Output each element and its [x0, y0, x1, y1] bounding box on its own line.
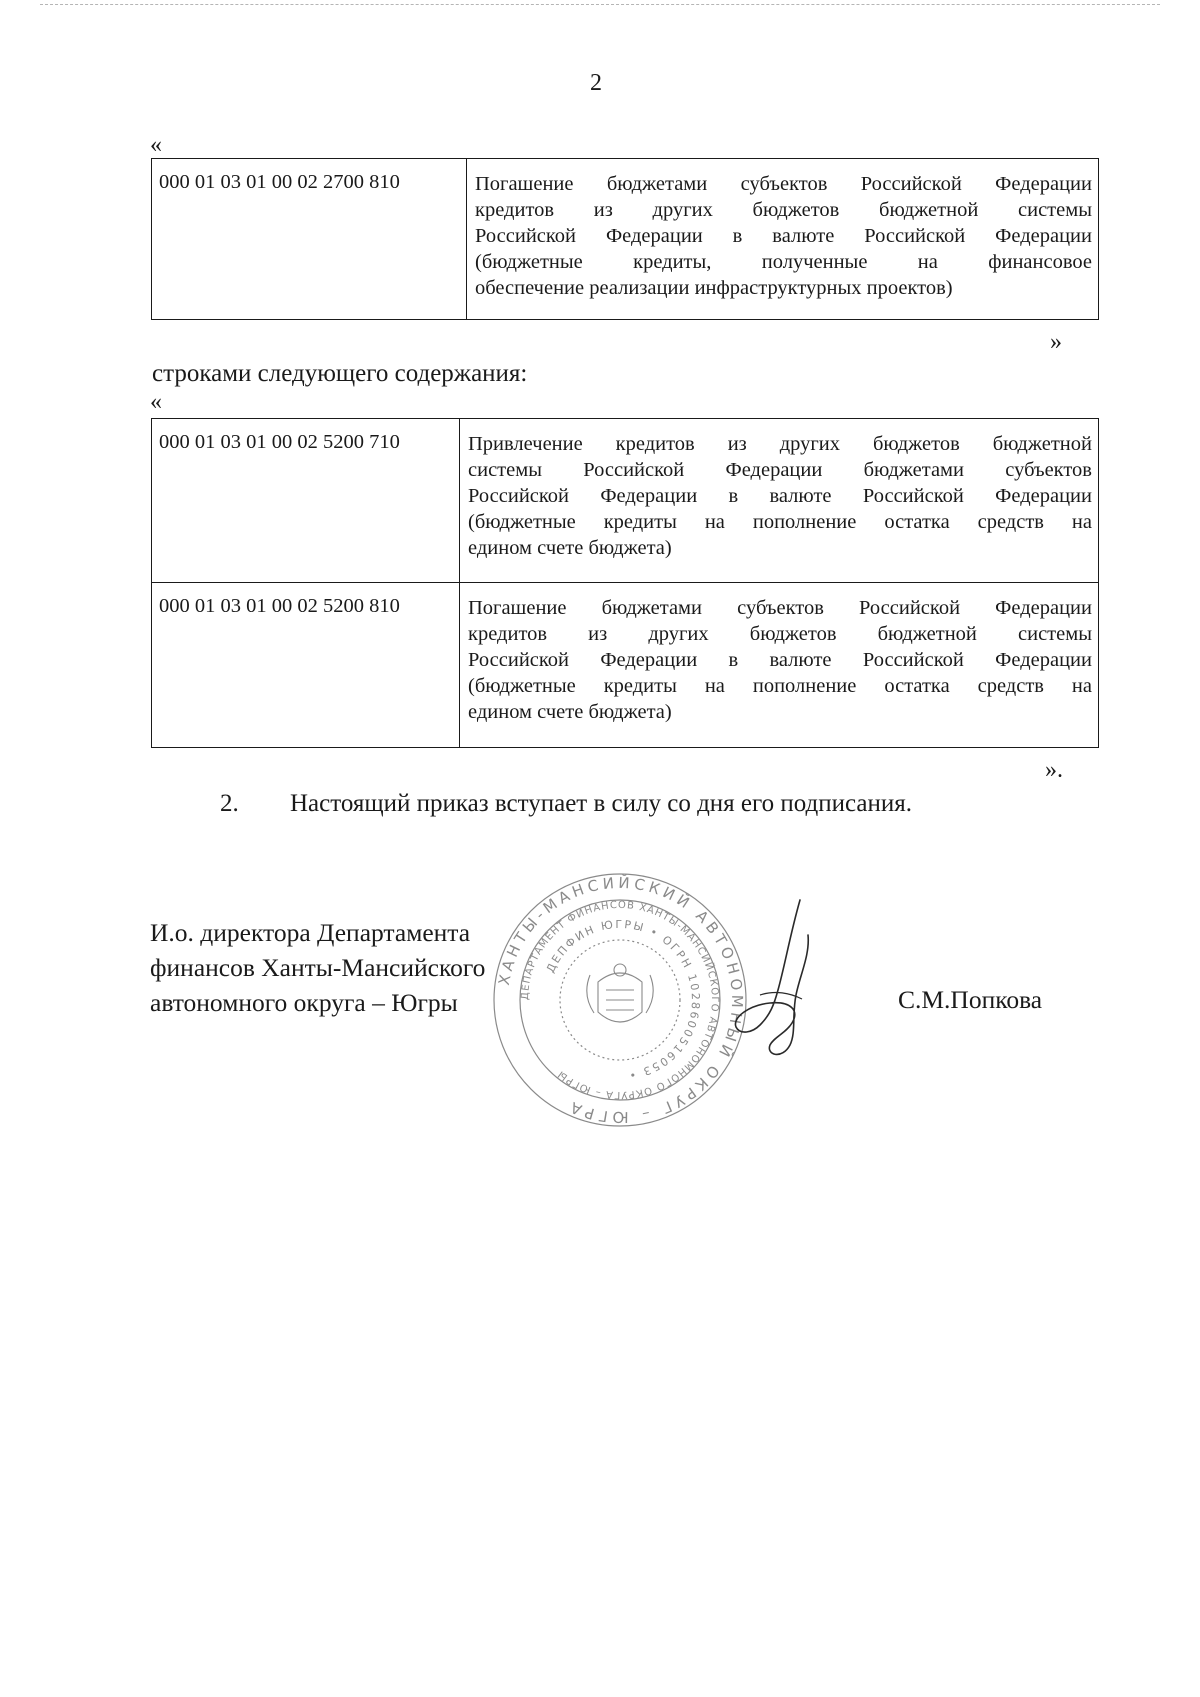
open-quote-2: «: [150, 389, 162, 415]
budget-description: Погашение бюджетами субъектов Российской Федерации кредитов из других бюджетов бюджетной системы Российской Федерации в валюте Российской Федерации (бюджетные кредиты на пополнение остатка средств на едином счете бюджета): [460, 583, 1099, 748]
svg-text:ДЕПФИН ЮГРЫ • ОГРН 10286005160: ДЕПФИН ЮГРЫ • ОГРН 1028600516053 •: [543, 917, 703, 1082]
budget-code: 000 01 03 01 00 02 2700 810: [152, 159, 467, 320]
signer-position: И.о. директора Департамента финансов Ханты-Мансийского автономного округа – Югры: [150, 918, 486, 1017]
clause-text: Настоящий приказ вступает в силу со дня его подписания.: [290, 790, 913, 817]
signer-name: С.М.Попкова: [898, 985, 1043, 1014]
table-row: [152, 583, 1099, 748]
intro-text: строками следующего содержания:: [152, 360, 528, 387]
table-new-rows: [151, 418, 1099, 748]
page-number: 2: [590, 70, 602, 96]
clause-number: 2.: [220, 790, 239, 817]
close-quote-2: ».: [1045, 757, 1063, 783]
table-row: [152, 159, 1099, 320]
budget-description: Привлечение кредитов из других бюджетов бюджетной системы Российской Федерации бюджетами субъектов Российской Федерации в валюте Российской Федерации (бюджетные кредиты на пополнение остатка средств на едином счете бюджета): [460, 419, 1099, 583]
coat-of-arms-icon: [587, 964, 653, 1022]
svg-text:ДЕПАРТАМЕНТ ФИНАНСОВ ХАНТЫ-МАН: ДЕПАРТАМЕНТ ФИНАНСОВ ХАНТЫ-МАНСИЙСКОГО АВТОНОМНОГО ОКРУГА – ЮГРЫ: [519, 899, 721, 1101]
budget-code: 000 01 03 01 00 02 5200 810: [152, 583, 460, 748]
handwritten-signature: [730, 895, 840, 1075]
table-row: [152, 419, 1099, 583]
close-quote-1: »: [1050, 329, 1062, 355]
table-replaced-rows: [151, 158, 1099, 320]
svg-text:ХАНТЫ-МАНСИЙСКИЙ АВТОНОМНЫЙ ОК: ХАНТЫ-МАНСИЙСКИЙ АВТОНОМНЫЙ ОКРУГ – ЮГРА: [494, 873, 747, 1127]
official-seal-stamp: [490, 870, 750, 1130]
budget-description: Погашение бюджетами субъектов Российской Федерации кредитов из других бюджетов бюджетной системы Российской Федерации в валюте Российской Федерации (бюджетные кредиты, полученные на финансовое обеспечение реализации инфраструктурных проектов): [467, 159, 1099, 320]
open-quote-1: «: [150, 132, 162, 158]
budget-code: 000 01 03 01 00 02 5200 710: [152, 419, 460, 583]
scan-edge-line: [40, 4, 1160, 5]
clause-2: [220, 790, 912, 818]
